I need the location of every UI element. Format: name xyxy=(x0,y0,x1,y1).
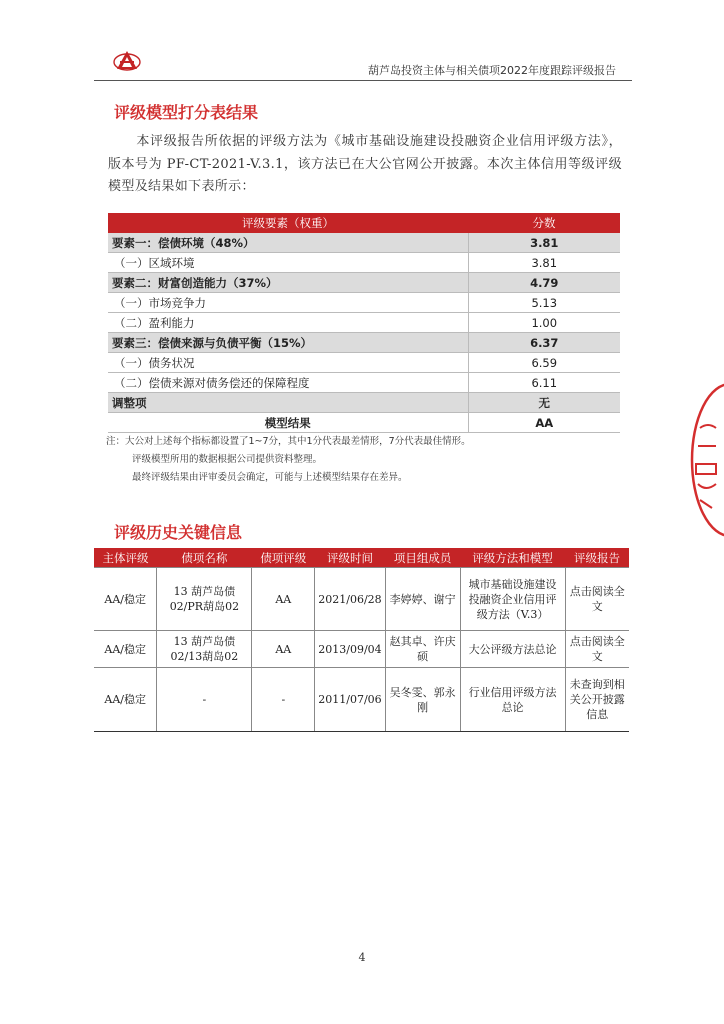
issuer-rating: AA/稳定 xyxy=(94,568,157,631)
header-title: 葫芦岛投资主体与相关债项2022年度跟踪评级报告 xyxy=(368,64,616,77)
factor-score: AA xyxy=(468,413,620,433)
note-line: 注：大公对上述每个指标都设置了1~7分，其中1分代表最差情形，7分代表最佳情形。 xyxy=(106,436,471,447)
bond-name: 13 葫芦岛债02/13葫岛02 xyxy=(157,631,252,668)
table-row xyxy=(108,353,620,373)
history-table xyxy=(94,548,629,732)
factor-score: 3.81 xyxy=(468,233,620,253)
report-link[interactable]: 点击阅读全文 xyxy=(565,568,629,631)
table-row xyxy=(108,273,620,293)
table-row xyxy=(108,333,620,353)
table-row xyxy=(94,568,629,631)
rating-date: 2011/07/06 xyxy=(315,668,385,732)
header-factor: 评级要素（权重） xyxy=(108,213,468,233)
header-issuer-rating: 主体评级 xyxy=(94,548,157,568)
score-table-header xyxy=(108,213,620,233)
factor-label: 要素二：财富创造能力（37%） xyxy=(108,273,468,293)
rating-date: 2013/09/04 xyxy=(315,631,385,668)
team-members: 李婷婷、谢宁 xyxy=(385,568,460,631)
factor-label: 调整项 xyxy=(108,393,468,413)
factor-score: 4.79 xyxy=(468,273,620,293)
factor-label: 要素一：偿债环境（48%） xyxy=(108,233,468,253)
header-rating-date: 评级时间 xyxy=(315,548,385,568)
page-number: 4 xyxy=(358,951,366,964)
intro-text: 本评级报告所依据的评级方法为《城市基础设施建设投融资企业信用评级方法》，版本号为 PF-CT-2021-V.3.1，该方法已在大公官网公开披露。本次主体信用等级评级模型及结果如下表所示： xyxy=(108,134,622,194)
note-line: 最终评级结果由评审委员会确定，可能与上述模型结果存在差异。 xyxy=(132,472,408,483)
company-seal-stamp xyxy=(686,380,724,540)
bond-rating: - xyxy=(252,668,315,732)
table-row xyxy=(94,631,629,668)
factor-label: （一）区域环境 xyxy=(108,253,468,273)
header-report: 评级报告 xyxy=(565,548,629,568)
factor-score: 5.13 xyxy=(468,293,620,313)
header-bond-name: 债项名称 xyxy=(157,548,252,568)
factor-score: 6.59 xyxy=(468,353,620,373)
factor-score: 无 xyxy=(468,393,620,413)
bond-name: - xyxy=(157,668,252,732)
report-link: 未查询到相关公开披露信息 xyxy=(565,668,629,732)
table-row xyxy=(108,373,620,393)
factor-label: （二）盈利能力 xyxy=(108,313,468,333)
dagong-logo xyxy=(112,48,142,74)
history-table-header xyxy=(94,548,629,568)
intro-paragraph xyxy=(108,131,622,199)
issuer-rating: AA/稳定 xyxy=(94,631,157,668)
bond-name: 13 葫芦岛债02/PR葫岛02 xyxy=(157,568,252,631)
header-team: 项目组成员 xyxy=(385,548,460,568)
rating-method: 大公评级方法总论 xyxy=(460,631,565,668)
note-line: 评级模型所用的数据根据公司提供资料整理。 xyxy=(132,454,323,465)
factor-label: （一）债务状况 xyxy=(108,353,468,373)
table-row xyxy=(108,413,620,433)
table-row xyxy=(94,668,629,732)
score-table xyxy=(108,213,620,433)
factor-label: （一）市场竞争力 xyxy=(108,293,468,313)
header-score: 分数 xyxy=(468,213,620,233)
factor-label: （二）偿债来源对债务偿还的保障程度 xyxy=(108,373,468,393)
header-divider xyxy=(94,80,632,81)
table-notes xyxy=(106,433,471,487)
bond-rating: AA xyxy=(252,568,315,631)
factor-score: 3.81 xyxy=(468,253,620,273)
section-title-model: 评级模型打分表结果 xyxy=(114,103,259,122)
table-row xyxy=(108,233,620,253)
table-row xyxy=(108,293,620,313)
table-row xyxy=(108,313,620,333)
team-members: 赵其卓、许庆硕 xyxy=(385,631,460,668)
rating-method: 行业信用评级方法总论 xyxy=(460,668,565,732)
team-members: 吴冬雯、郭永刚 xyxy=(385,668,460,732)
header-bond-rating: 债项评级 xyxy=(252,548,315,568)
table-row xyxy=(108,253,620,273)
header-method: 评级方法和模型 xyxy=(460,548,565,568)
table-row xyxy=(108,393,620,413)
bond-rating: AA xyxy=(252,631,315,668)
report-link[interactable]: 点击阅读全文 xyxy=(565,631,629,668)
rating-date: 2021/06/28 xyxy=(315,568,385,631)
factor-label: 模型结果 xyxy=(108,413,468,433)
factor-score: 1.00 xyxy=(468,313,620,333)
rating-method: 城市基础设施建设投融资企业信用评级方法（V.3） xyxy=(460,568,565,631)
section-title-history: 评级历史关键信息 xyxy=(114,523,243,542)
factor-score: 6.11 xyxy=(468,373,620,393)
factor-label: 要素三：偿债来源与负债平衡（15%） xyxy=(108,333,468,353)
issuer-rating: AA/稳定 xyxy=(94,668,157,732)
factor-score: 6.37 xyxy=(468,333,620,353)
